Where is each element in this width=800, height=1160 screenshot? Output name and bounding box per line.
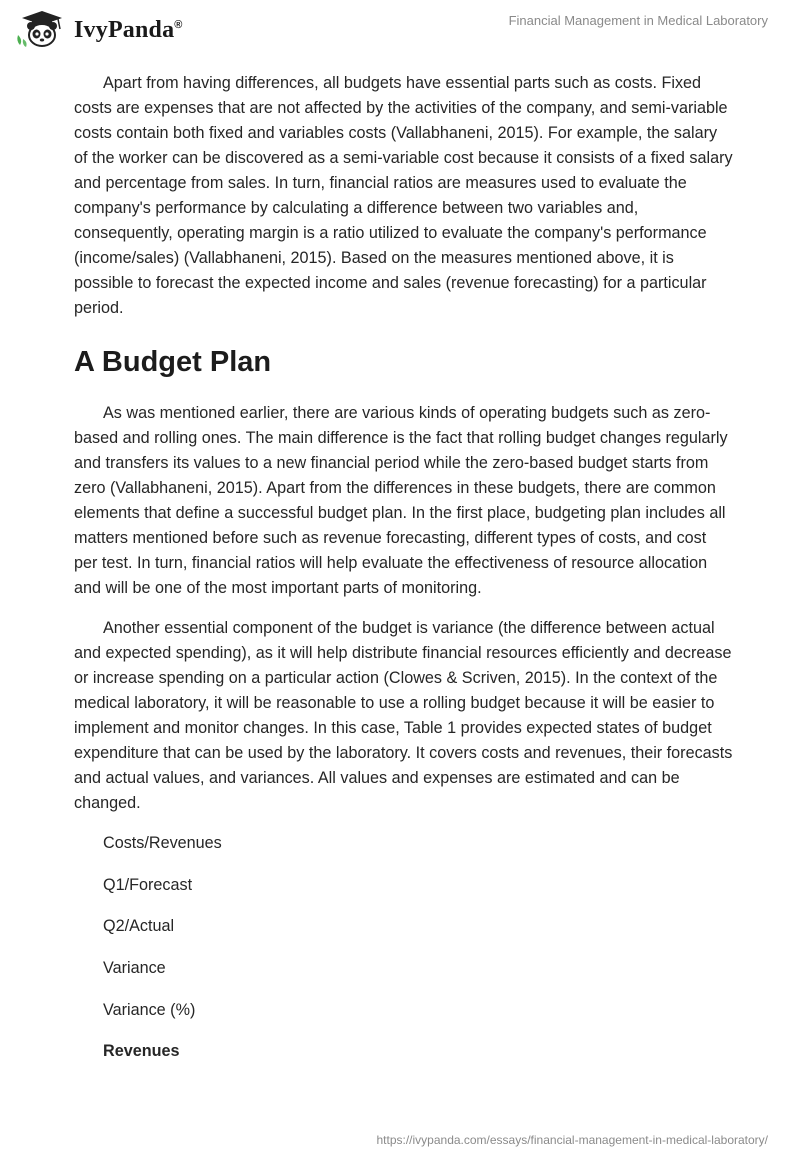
table-header-cell: Costs/Revenues — [103, 834, 222, 852]
brand-name: IvyPanda® — [74, 16, 183, 43]
source-url[interactable]: https://ivypanda.com/essays/financial-management-in-medical-laboratory/ — [376, 1133, 768, 1147]
essay-content — [74, 71, 734, 1081]
paragraph-variance: Another essential component of the budget is variance (the difference between actual and expected spending), as it will help distribute financial resources efficiently and decrease or increase spending on a particular action (Clowes & Scriven, 2015). In the context of the medical laboratory, it will be reasonable to use a rolling budget because it will be easier to implement and monitor changes. In this case, Table 1 provides expected states of budget expenditure that can be used by the laboratory. It covers costs and revenues, their forecasts and actual values, and variances. All values and expenses are estimated and can be changed. — [74, 619, 733, 812]
panda-graduate-icon — [14, 9, 70, 49]
table-header-cell: Q2/Actual — [103, 917, 175, 936]
budget-table — [74, 831, 734, 1064]
paragraph-budget-types: As was mentioned earlier, there are various kinds of operating budgets such as zero-based and rolling ones. The main difference is the fact that rolling budget changes regularly and transfers its values to a new financial period while the zero-based budget starts from zero (Vallabhaneni, 2015). Apart from the differences in these budgets, there are common elements that define a successful budget plan. In the first place, budgeting plan includes all matters mentioned before such as revenue forecasting, different types of costs, and cost per test. In turn, financial ratios will help evaluate the effectiveness of resource allocation and will be one of the most important parts of monitoring. — [74, 404, 728, 597]
registered-mark: ® — [174, 18, 183, 31]
table-header-cell: Q1/Forecast — [103, 875, 193, 894]
ivypanda-logo[interactable] — [14, 9, 183, 49]
page-header — [0, 0, 800, 56]
document-title: Financial Management in Medical Laboratory — [508, 13, 768, 28]
section-heading: A Budget Plan — [74, 346, 272, 378]
table-header-cell: Variance (%) — [103, 1000, 196, 1019]
table-row-label: Revenues — [103, 1042, 180, 1061]
table-header-cell: Variance — [103, 959, 166, 978]
paragraph-costs: Apart from having differences, all budgets have essential parts such as costs. Fixed costs are expenses that are not affected by the activities of the company, and semi-variable costs contain both fixed and variables costs (Vallabhaneni, 2015). For example, the salary of the worker can be discovered as a semi-variable cost because it consists of a fixed salary and percentage from sales. In turn, financial ratios are measures used to evaluate the company's performance by calculating a difference between two variables and, consequently, operating margin is a ratio utilized to evaluate the company's performance (income/sales) (Vallabhaneni, 2015). Based on the measures mentioned above, it is possible to forecast the expected income and sales (revenue forecasting) for a particular period. — [74, 74, 733, 317]
